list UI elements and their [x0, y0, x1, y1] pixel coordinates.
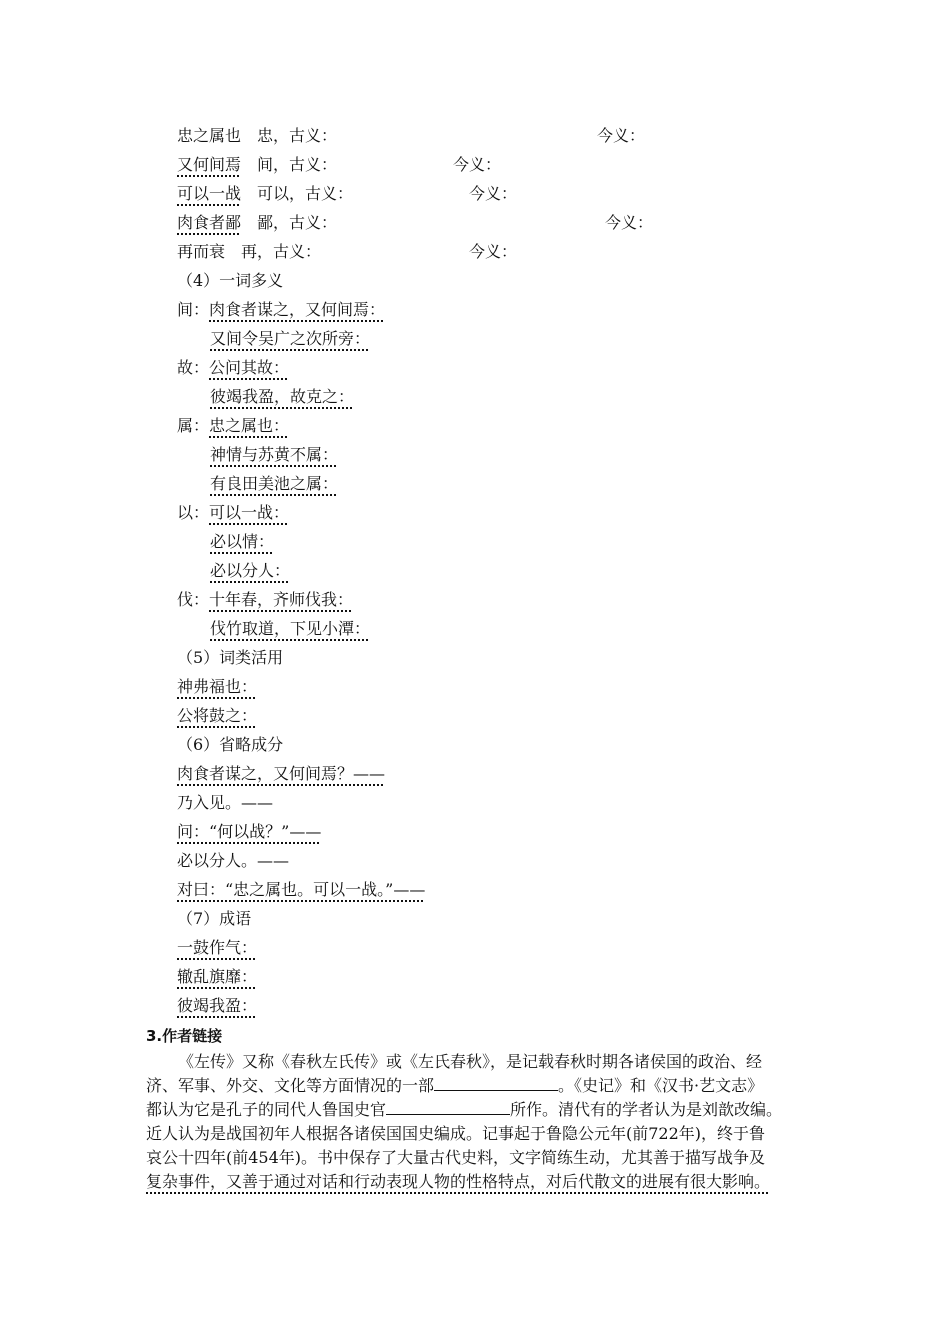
polysemy-item [177, 358, 289, 378]
idiom: 一鼓作气： [177, 938, 258, 957]
polysemy-item [210, 474, 338, 494]
list-item [177, 938, 257, 958]
author-text: 近人认为是战国初年人根据各诸侯国国史编成。记事起于鲁隐公元年(前722年)，终于鲁 [146, 1124, 766, 1143]
gjy-row-4 [177, 213, 653, 233]
polysemy-item [177, 503, 289, 523]
gjy-phrase: 忠之属也 [177, 126, 242, 145]
fill-blank-author[interactable] [386, 1098, 510, 1115]
author-text: 哀公十四年(前454年)。书中保存了大量古代史料，文字简练生动，尤其善于描写战争及 [146, 1148, 766, 1167]
fill-blank-genre[interactable] [434, 1074, 558, 1091]
gjy-row-5 [177, 242, 517, 262]
polysemy-key: 间： [177, 300, 210, 319]
author-paragraph-line [146, 1170, 826, 1194]
gjy-phrase: 再而衰 [177, 242, 226, 261]
ellipsis-example: 问：“何以战？”—— [177, 822, 322, 841]
gjy-word: 可以 [257, 184, 290, 203]
polysemy-example: 十年春，齐师伐我： [209, 590, 354, 609]
ellipsis-example: 肉食者谋之，又何间焉？—— [177, 764, 386, 783]
list-item [177, 967, 257, 987]
polysemy-item [210, 619, 370, 639]
word-class-example: 神弗福也： [177, 677, 258, 696]
polysemy-item [177, 300, 385, 320]
list-item [177, 996, 257, 1016]
section-6-title: （6）省略成分 [177, 735, 284, 754]
author-paragraph-line [146, 1146, 826, 1170]
gjy-jin-label: 今义： [597, 126, 646, 145]
polysemy-example: 有良田美池之属： [210, 474, 339, 493]
gjy-gu-label: ，古义： [257, 242, 322, 261]
gjy-word: 鄙 [257, 213, 274, 232]
polysemy-example: 神情与苏黄不属： [210, 445, 339, 464]
polysemy-key: 以： [177, 503, 210, 522]
list-item [177, 880, 425, 900]
polysemy-item [177, 590, 353, 610]
polysemy-item [210, 329, 370, 349]
polysemy-example: 忠之属也： [209, 416, 290, 435]
polysemy-example: 可以一战： [209, 503, 290, 522]
author-text: 都认为它是孔子的同代人鲁国史官 [146, 1100, 387, 1119]
section-5-title: （5）词类活用 [177, 648, 284, 667]
gjy-word: 再 [241, 242, 258, 261]
gjy-jin-label: 今义： [469, 184, 518, 203]
polysemy-example: 伐竹取道，下见小潭： [210, 619, 371, 638]
gjy-row-2 [177, 155, 501, 175]
polysemy-example: 公问其故： [209, 358, 290, 377]
gjy-phrase: 又何间焉 [177, 155, 242, 174]
idiom: 辙乱旗靡： [177, 967, 258, 986]
gjy-row-3 [177, 184, 517, 204]
gjy-word: 忠 [257, 126, 274, 145]
polysemy-item [210, 532, 274, 552]
author-paragraph-line [146, 1050, 826, 1074]
list-item [177, 793, 273, 813]
author-text: 复杂事件，又善于通过对话和行动表现人物的性格特点，对后代散文的进展有很大影响。 [146, 1172, 771, 1191]
list-item [177, 706, 257, 726]
polysemy-key: 伐： [177, 590, 210, 609]
polysemy-item [177, 416, 289, 436]
polysemy-example: 必以情： [210, 532, 275, 551]
gjy-gu-label: ，古义： [273, 155, 338, 174]
ellipsis-example: 对曰：“忠之属也。可以一战。”—— [177, 880, 426, 899]
ellipsis-example: 乃入见。—— [177, 793, 274, 812]
polysemy-example: 必以分人： [210, 561, 291, 580]
author-link-heading: 3.作者链接 [146, 1027, 223, 1045]
gjy-gu-label: ，古义： [289, 184, 354, 203]
author-paragraph-line [146, 1122, 826, 1146]
section-4-title: （4）一词多义 [177, 271, 284, 290]
author-text: 。《史记》和《汉书·艺文志》 [558, 1076, 764, 1095]
gjy-phrase: 可以一战 [177, 184, 242, 203]
polysemy-example: 彼竭我盈，故克之： [210, 387, 355, 406]
word-class-example: 公将鼓之： [177, 706, 258, 725]
ellipsis-example: 必以分人。—— [177, 851, 290, 870]
list-item [177, 764, 385, 784]
idiom: 彼竭我盈： [177, 996, 258, 1015]
gjy-gu-label: ，古义： [273, 213, 338, 232]
polysemy-item [210, 387, 354, 407]
gjy-jin-label: 今义： [605, 213, 654, 232]
author-text: 《左传》又称《春秋左氏传》或《左氏春秋》，是记载春秋时期各诸侯国的政治、经 [178, 1052, 763, 1071]
author-text: 所作。清代有的学者认为是刘歆改编。 [510, 1100, 783, 1119]
list-item [177, 677, 257, 697]
polysemy-key: 故： [177, 358, 210, 377]
polysemy-example: 肉食者谋之，又何间焉： [209, 300, 386, 319]
polysemy-example: 又间令吴广之次所旁： [210, 329, 371, 348]
author-text: 济、军事、外交、文化等方面情况的一部 [146, 1076, 435, 1095]
gjy-gu-label: ，古义： [273, 126, 338, 145]
polysemy-item [210, 561, 290, 581]
list-item [177, 851, 289, 871]
gjy-word: 间 [257, 155, 274, 174]
polysemy-item [210, 445, 338, 465]
section-7-title: （7）成语 [177, 909, 252, 928]
gjy-row-1 [177, 126, 645, 146]
gjy-jin-label: 今义： [453, 155, 502, 174]
author-paragraph-line [146, 1098, 826, 1122]
list-item [177, 822, 321, 842]
polysemy-key: 属： [177, 416, 210, 435]
author-paragraph-line [146, 1074, 826, 1098]
gjy-jin-label: 今义： [469, 242, 518, 261]
gjy-phrase: 肉食者鄙 [177, 213, 242, 232]
